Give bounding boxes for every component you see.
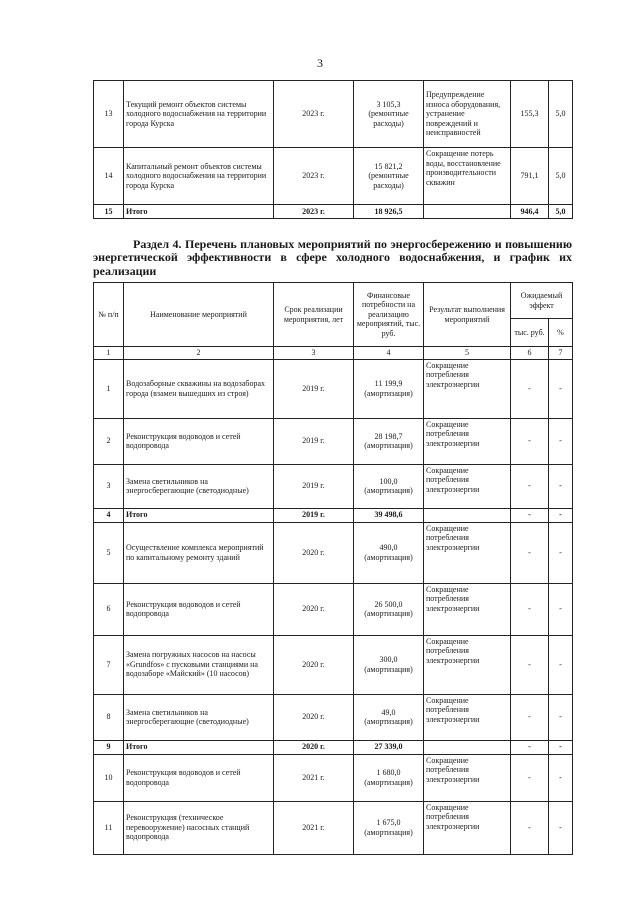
measure-year: 2021 г. [274,801,354,854]
measure-year: 2019 г. [274,359,354,418]
table-row [94,148,573,205]
measure-finance [354,801,424,854]
finance-value: 28 198,7 [374,431,403,441]
total-label: Итого [124,740,274,754]
measure-name: Текущий ремонт объектов системы холодного водоснабжения на территории города Курска [124,81,274,148]
measure-result: Сокращение потребления электроэнергии [424,635,511,694]
measure-result: Сокращение потерь воды, восстановление производительности скважин [424,148,511,205]
total-row [94,205,573,219]
measure-result [424,508,511,522]
table-row [94,359,573,418]
finance-note: (амортизация) [364,552,413,562]
finance-value: 11 199,9 [374,379,403,388]
page-number: 3 [317,56,323,70]
measure-year: 2020 г. [274,694,354,740]
row-number: 8 [94,694,124,740]
column-number-row [94,347,573,360]
measure-result: Предупреждение износа оборудования, устранение повреждений и неисправностей [424,81,511,148]
measures-table-body [94,359,573,854]
row-number: 6 [94,583,124,635]
row-number: 5 [94,522,124,583]
effect-thousand: - [511,508,549,522]
effect-percent: - [549,418,573,464]
effect-thousand: 946,4 [511,205,549,219]
top-table [93,80,573,219]
header-name: Наименование мероприятий [124,283,274,347]
total-finance: 27 339,0 [354,740,424,754]
finance-value: 1 675,0 [376,818,401,827]
effect-percent: - [549,740,573,754]
measure-result [424,740,511,754]
measure-finance [354,464,424,508]
effect-percent: 5,0 [549,81,573,148]
measure-name: Водозаборные скважины на водозаборах города (взамен вышедших из строя) [124,359,274,418]
finance-value: 49,0 [381,707,396,717]
row-number: 14 [94,148,124,205]
measure-name: Замена светильников на энергосберегающие (светодиодные) [124,694,274,740]
measure-name: Реконструкция водоводов и сетей водопровода [124,754,274,801]
finance-value: 26 500,0 [374,599,403,609]
measure-year: 2020 г. [274,740,354,754]
row-number: 2 [94,418,124,464]
effect-thousand: - [511,464,549,508]
measure-finance [354,522,424,583]
effect-thousand: - [511,418,549,464]
finance-note: (амортизация) [364,827,413,837]
column-number: 5 [424,347,511,360]
row-number: 11 [94,801,124,854]
measure-finance [354,359,424,418]
measure-name: Капитальный ремонт объектов системы холодного водоснабжения на территории города Курска [124,148,274,205]
table-row [94,418,573,464]
row-number: 3 [94,464,124,508]
header-effect: Ожидаемый эффект [511,283,573,319]
effect-percent: - [549,359,573,418]
measure-result: Сокращение потребления электроэнергии [424,583,511,635]
header-effect-thousand: тыс. руб. [511,319,549,347]
measure-finance [354,148,424,205]
finance-note: (амортизация) [364,486,413,496]
measure-year: 2021 г. [274,754,354,801]
header-year: Срок реализации мероприятия, лет [274,283,354,347]
total-finance: 39 498,6 [354,508,424,522]
effect-percent: - [549,464,573,508]
row-number: 15 [94,205,124,219]
row-number: 7 [94,635,124,694]
effect-thousand: 791,1 [511,148,549,205]
effect-thousand: - [511,359,549,418]
measure-year: 2023 г. [274,81,354,148]
effect-thousand: - [511,754,549,801]
finance-note: (ремонтные расходы) [368,109,409,128]
column-number: 2 [124,347,274,360]
effect-thousand: - [511,801,549,854]
effect-percent: - [549,583,573,635]
measure-result: Сокращение потребления электроэнергии [424,359,511,418]
effect-thousand: - [511,522,549,583]
finance-value: 15 821,2 [374,161,403,171]
table-row [94,464,573,508]
measure-year: 2020 г. [274,522,354,583]
effect-thousand: - [511,740,549,754]
measure-finance [354,418,424,464]
section-heading: Раздел 4. Перечень плановых мероприятий по энергосбережению и повышению энергетической эффективности в сфере холодного водоснабжения, и график их реализации [93,237,572,278]
finance-note: (амортизация) [364,717,413,727]
measure-result: Сокращение потребления электроэнергии [424,522,511,583]
total-row [94,740,573,754]
total-row [94,508,573,522]
measure-finance [354,635,424,694]
row-number: 4 [94,508,124,522]
effect-thousand: 155,3 [511,81,549,148]
measure-finance [354,81,424,148]
measure-name: Осуществление комплекса мероприятий по капитальному ремонту зданий [124,522,274,583]
measure-finance [354,583,424,635]
table-row [94,81,573,148]
measures-table [93,282,573,855]
column-number: 6 [511,347,549,360]
measure-name: Реконструкция водоводов и сетей водопровода [124,418,274,464]
row-number: 9 [94,740,124,754]
measure-year: 2023 г. [274,148,354,205]
header-num: № п/п [94,283,124,347]
header-effect-percent: % [549,319,573,347]
measure-year: 2020 г. [274,635,354,694]
finance-note: (амортизация) [364,777,413,787]
effect-percent: 5,0 [549,148,573,205]
finance-value: 100,0 [379,476,398,486]
column-number: 4 [354,347,424,360]
table-row [94,583,573,635]
measure-result [424,205,511,219]
table-row [94,801,573,854]
finance-value: 3 105,3 [376,99,401,109]
effect-percent: - [549,522,573,583]
table-row [94,694,573,740]
effect-thousand: - [511,583,549,635]
measure-name: Реконструкция водоводов и сетей водопровода [124,583,274,635]
total-label: Итого [124,205,274,219]
effect-percent: - [549,508,573,522]
effect-percent: - [549,801,573,854]
header-finance: Финансовые потребности на реализацию мероприятий, тыс. руб. [354,283,424,347]
effect-percent: 5,0 [549,205,573,219]
effect-percent: - [549,754,573,801]
measure-result: Сокращение потребления электроэнергии [424,694,511,740]
measure-result: Сокращение потребления электроэнергии [424,418,511,464]
measure-year: 2023 г. [274,205,354,219]
finance-value: 300,0 [379,655,398,664]
table-row [94,635,573,694]
finance-value: 490,0 [379,543,398,552]
finance-note: (амортизация) [364,664,413,674]
header-result: Результат выполнения мероприятий [424,283,511,347]
effect-percent: - [549,694,573,740]
measure-result: Сокращение потребления электроэнергии [424,464,511,508]
effect-thousand: - [511,694,549,740]
measure-finance [354,694,424,740]
column-number: 7 [549,347,573,360]
total-finance: 18 926,5 [354,205,424,219]
table-row [94,754,573,801]
finance-note: (ремонтные расходы) [368,171,409,190]
total-label: Итого [124,508,274,522]
effect-percent: - [549,635,573,694]
measure-result: Сокращение потребления электроэнергии [424,801,511,854]
table-row [94,522,573,583]
finance-value: 1 680,0 [376,768,401,777]
table-header-row [94,283,573,319]
finance-note: (амортизация) [364,388,413,398]
effect-thousand: - [511,635,549,694]
measure-result: Сокращение потребления электроэнергии [424,754,511,801]
measure-year: 2019 г. [274,464,354,508]
finance-note: (амортизация) [364,441,413,451]
column-number: 3 [274,347,354,360]
measure-name: Замена погружных насосов на насосы «Grundfos» с пусковыми станциями на водозаборе «Майский» (10 насосов) [124,635,274,694]
row-number: 1 [94,359,124,418]
row-number: 10 [94,754,124,801]
measure-finance [354,754,424,801]
finance-note: (амортизация) [364,609,413,619]
column-number: 1 [94,347,124,360]
measure-year: 2019 г. [274,508,354,522]
row-number: 13 [94,81,124,148]
measure-name: Реконструкция (техническое перевооружение) насосных станций водопровода [124,801,274,854]
measure-name: Замена светильников на энергосберегающие (светодиодные) [124,464,274,508]
measure-year: 2019 г. [274,418,354,464]
measure-year: 2020 г. [274,583,354,635]
